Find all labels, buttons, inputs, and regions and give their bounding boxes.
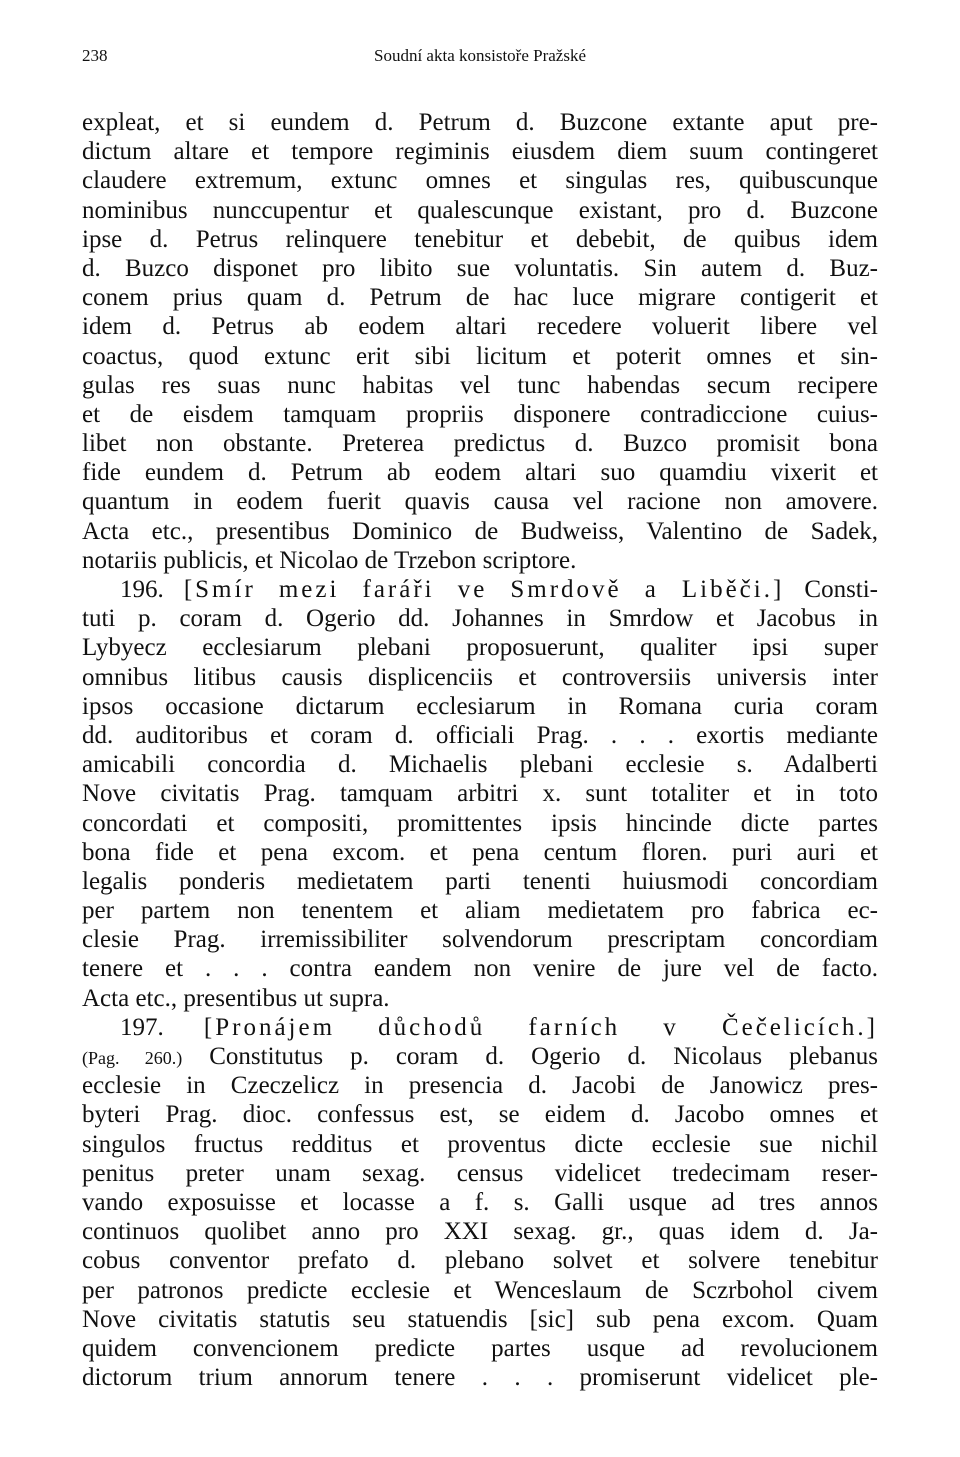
text-line: et de eisdem tamquam propriis disponere contradiccione cuius- [82,400,878,428]
line-text: Constitutus p. coram d. Ogerio d. Nicolaus plebanus [209,1043,878,1070]
text-line: Nove civitatis Prag. tamquam arbitri x. sunt totaliter et in toto [82,780,878,808]
text-line: clesie Prag. irremissibiliter solvendorum prescriptam concordiam [82,926,878,954]
text-line: singulos fructus redditus et proventus dicte ecclesie sue nichil [82,1130,878,1158]
text-line: tuti p. coram d. Ogerio dd. Johannes in Smrdow et Jacobus in [82,605,878,633]
entry-number: 197. [120,1013,164,1041]
entry-number: 196. [120,576,164,603]
margin-note: (Pag. 260.) [82,1048,183,1068]
entry-197-second-line [82,1042,878,1071]
text-line: per patronos predicte ecclesie et Wenceslaum de Sczrbohol civem [82,1276,878,1304]
text-line: Lybyecz ecclesiarum plebani proposuerunt, qualiter ipsi super [82,634,878,662]
text-line: dictum altare et tempore regiminis eiusdem diem suum contingeret [82,138,878,166]
text-line: libet non obstante. Preterea predictus d. Buzco promisit bona [82,430,878,458]
text-line: quidem convencionem predicte partes usque ad revolucionem [82,1334,878,1362]
text-line: gulas res suas nunc habitas vel tunc habendas secum recipere [82,371,878,399]
text-line: dictorum trium annorum tenere . . . promiserunt videlicet ple- [82,1364,878,1392]
text-line: tenere et . . . contra eandem non venire de jure vel de facto. [82,955,878,983]
text-line: Acta etc., presentibus Dominico de Budweiss, Valentino de Sadek, [82,517,878,545]
text-line: ipsos occasione dictarum ecclesiarum in Romana curia coram [82,692,878,720]
entry-196-body [82,604,878,1013]
line-text: Consti- [804,576,879,603]
document-body [82,108,878,1392]
text-line: cobus conventor prefato d. plebano solvet et solvere tenebitur [82,1247,878,1275]
text-line: Nove civitatis statutis seu statuendis [sic] sub pena excom. Quam [82,1305,878,1333]
text-line: byteri Prag. dioc. confessus est, se eidem d. Jacobo omnes et [82,1101,878,1129]
text-line: d. Buzco disponet pro libito sue voluntatis. Sin autem d. Buz- [82,254,878,282]
text-line: quantum in eodem fuerit quavis causa vel racione non amovere. [82,488,878,516]
paragraph-continuation [82,108,878,575]
text-line: Acta etc., presentibus ut supra. [82,984,390,1012]
text-line: omnibus litibus causis displicenciis et controversiis universis inter [82,663,878,691]
running-title: Soudní akta konsistoře Pražské [374,46,586,65]
page-number: 238 [82,46,108,65]
entry-196-first-line [82,575,878,604]
page-header [82,46,878,68]
entry-heading: [Pronájem důchodů farních v Čečelicích.] [203,1013,879,1041]
text-line: idem d. Petrus ab eodem altari recedere voluerit libere vel [82,313,878,341]
text-line: fide eundem d. Petrum ab eodem altari suo quamdiu vixerit et [82,459,878,487]
text-line: claudere extremum, extunc omnes et singulas res, quibuscunque [82,167,878,195]
text-line: ecclesie in Czeczelicz in presencia d. Jacobi de Janowicz pres- [82,1072,878,1100]
entry-197-first-line [82,1013,878,1042]
text-line: per partem non tenentem et aliam medietatem pro fabrica ec- [82,897,878,925]
text-line: coactus, quod extunc erit sibi licitum et poterit omnes et sin- [82,342,878,370]
text-line: concordati et compositi, promittentes ipsis hincinde dicte partes [82,809,878,837]
entry-196 [82,575,878,1013]
entry-197-body [82,1071,878,1392]
text-line: expleat, et si eundem d. Petrum d. Buzcone extante aput pre- [82,109,878,136]
text-line: bona fide et pena excom. et pena centum floren. puri auri et [82,838,878,866]
text-line: continuos quolibet anno pro XXI sexag. gr., quas idem d. Ja- [82,1218,878,1246]
entry-heading: [Smír mezi faráři ve Smrdově a Liběči.] [183,576,785,603]
text-line: penitus preter unam sexag. census videlicet tredecimam reser- [82,1159,878,1187]
text-line: dd. auditoribus et coram d. officiali Prag. . . . exortis mediante [82,721,878,749]
text-line: ipse d. Petrus relinquere tenebitur et debebit, de quibus idem [82,225,878,253]
text-line: legalis ponderis medietatem parti tenenti huiusmodi concordiam [82,867,878,895]
text-line: amicabili concordia d. Michaelis plebani ecclesie s. Adalberti [82,751,878,779]
text-line: conem prius quam d. Petrum de hac luce migrare contigerit et [82,284,878,312]
text-line: nominibus nunccupentur et qualescunque existant, pro d. Buzcone [82,196,878,224]
entry-197 [82,1013,878,1392]
text-line: vando exposuisse et locasse a f. s. Galli usque ad tres annos [82,1188,878,1216]
text-line: notariis publicis, et Nicolao de Trzebon scriptore. [82,546,577,574]
